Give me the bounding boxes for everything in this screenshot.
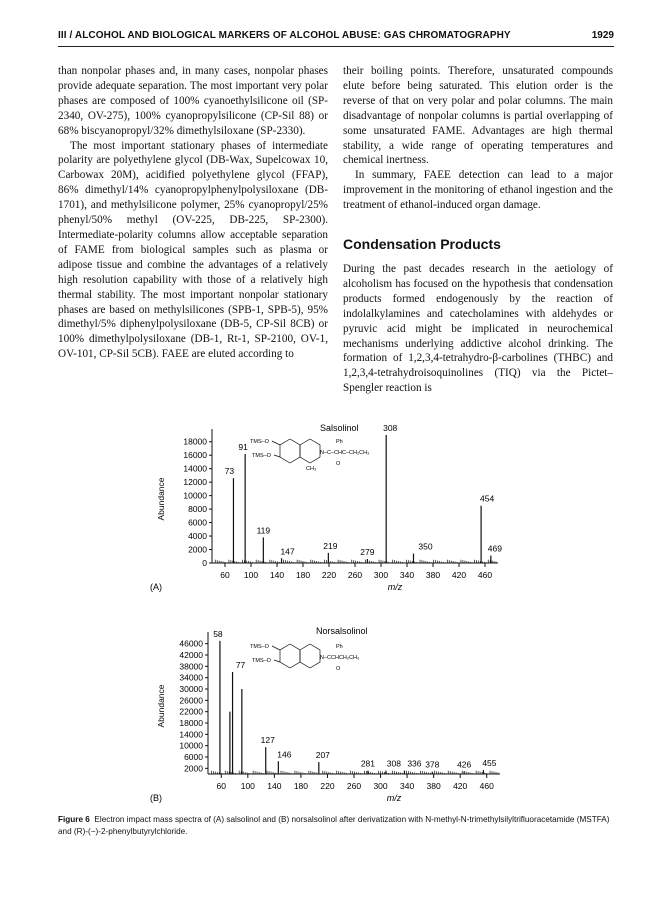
- spec-b-y-tick-label: 14000: [179, 729, 203, 740]
- left-column: [58, 64, 328, 362]
- spec-b-structure-bond: [274, 660, 280, 662]
- spec-a-title: Salsolinol: [320, 423, 359, 433]
- caption-label: Figure 6: [58, 815, 90, 824]
- spec-b-structure-tms-top: TMS–O: [250, 644, 269, 650]
- spec-a-structure-methyl: CH₃: [306, 466, 317, 472]
- spec-b-x-tick-label: 340: [399, 781, 415, 791]
- spec-b-peak-label: 207: [315, 750, 330, 761]
- spec-b-x-tick-label: 180: [293, 781, 309, 791]
- spec-a-y-tick-label: 8000: [188, 504, 207, 515]
- right-paragraph-1: their boiling points. Therefore, unsaturated compounds elute before being saturated. This elution order is the reverse of that on very polar and polar columns. The main disadvantage of nonpolar columns is partial overlapping of some unsaturated FAME. Advantages are high thermal stability, a wide range of operating temperatures and chemical inertness.: [343, 65, 613, 167]
- spec-a-x-tick-label: 60: [220, 570, 230, 580]
- spec-b-y-tick-label: 46000: [179, 638, 203, 649]
- spec-b-x-tick-label: 300: [373, 781, 388, 791]
- spec-a-x-tick-label: 380: [425, 570, 441, 580]
- spec-b-y-tick-label: 2000: [184, 763, 203, 774]
- spec-b-panel-label: (B): [150, 793, 162, 803]
- spec-a-x-tick-label: 140: [269, 570, 285, 580]
- spec-b-y-axis-label: Abundance: [156, 684, 166, 728]
- spec-b-x-tick-label: 220: [320, 781, 335, 791]
- spec-b-x-tick-label: 140: [267, 781, 282, 791]
- spec-a-structure-bond: [274, 455, 280, 457]
- spec-a-structure-ph: Ph: [336, 439, 343, 445]
- spec-a-y-tick-label: 14000: [183, 463, 207, 474]
- spec-b-peak-label: 455: [482, 758, 497, 769]
- spec-a-peak-label: 119: [256, 525, 271, 536]
- spec-a-y-tick-label: 2000: [188, 544, 207, 555]
- spec-a-structure-n-chain: N–C–CHC–CH₂CH₃: [320, 450, 370, 456]
- spec-a-y-tick-label: 12000: [183, 477, 207, 488]
- spec-b-x-axis-label: m/z: [386, 793, 402, 803]
- spec-b-peak-label: 146: [277, 749, 292, 760]
- spec-a-y-tick-label: 4000: [188, 531, 207, 542]
- spec-a-peak-label: 469: [487, 543, 502, 554]
- spec-b-structure-tms-bottom: TMS–O: [252, 658, 271, 664]
- left-paragraph-2: The most important stationary phases of intermediate polarity are polyethylene glycol (DB-Wax, Supelcowax 10, Carbowax 20M), acidified polyethylene glycol (FFAP), 86% dimethyl/14% cyanopropylphenylpolysiloxane (DB-1701), and methylsilicone polymer, 25% cyanopropyl/25% phenyl/50% methyl (OV-225, DB-225, SP-2300). Intermediate-polarity columns allow acceptable separation of FAME from biological samples such as plasma or adipose tissue and combine the advantages of a relatively high resolution capability with those of a relatively high thermal stability. The most important nonpolar stationary phases are based on methylsilicones (SPB-1, SPB-5), 95% dimethyl/5% diphenylpolysiloxane (DB-5, CP-Sil 8CB) or 100% dimethylpolysiloxane (DB-1, Rt-1, SP-2100, OV-1, OV-101, CP-Sil 5CB). FAEE are eluted according to: [58, 139, 328, 361]
- spec-a-structure-benzene-ring: [280, 439, 300, 463]
- spec-a-peak-label: 91: [238, 441, 248, 452]
- spec-a-peak-label: 73: [224, 466, 235, 477]
- spec-b-structure-n-chain: N–CCHCH₂CH₃: [320, 655, 360, 661]
- spec-a-peak-label: 279: [360, 546, 375, 557]
- spec-a-structure-bond: [272, 441, 280, 445]
- spec-a-x-tick-label: 260: [347, 570, 363, 580]
- spec-b-y-tick-label: 34000: [179, 672, 203, 683]
- spec-a-y-tick-label: 16000: [183, 450, 207, 461]
- spec-b-structure-bond: [272, 646, 280, 650]
- section-heading: Condensation Products: [343, 236, 501, 253]
- spec-b-y-tick-label: 30000: [179, 684, 203, 694]
- spec-a-x-tick-label: 300: [373, 570, 389, 580]
- spec-a-structure: [250, 439, 369, 472]
- figure-caption: [58, 814, 618, 838]
- caption-text: Electron impact mass spectra of (A) salsolinol and (B) norsalsolinol after derivatization with N-methyl-N-trimethylsilyltrifluoracetamide (MSTFA) and (R)-(−)-2-phenylbutyrylchloride.: [58, 815, 610, 836]
- spec-a-x-tick-label: 460: [477, 570, 493, 580]
- spec-a-peak-label: 350: [418, 541, 433, 552]
- spec-b-y-tick-label: 6000: [184, 752, 203, 762]
- spec-b-x-tick-label: 260: [346, 781, 362, 791]
- running-header: [58, 30, 614, 47]
- spec-b-y-tick-label: 42000: [179, 650, 203, 660]
- spec-a-peak-label: 308: [383, 423, 398, 433]
- spectrum-a: [150, 415, 530, 597]
- spec-b-x-tick-label: 60: [216, 781, 227, 791]
- spec-a-x-axis-label: m/z: [387, 582, 403, 592]
- spec-b-peak-label: 58: [213, 628, 223, 639]
- spec-a-y-axis-label: Abundance: [156, 477, 166, 521]
- spec-a-peak-label: 219: [323, 540, 338, 551]
- spec-b-peak-label: 77: [235, 660, 246, 670]
- right-column: [343, 64, 613, 396]
- page-number: 1929: [591, 30, 614, 41]
- right-paragraph-3: During the past decades research in the aetiology of alcoholism has focused on the hypothesis that condensation products formed endogenously by the reaction of indolalkylamines and catecholamines with aldehydes or pyruvic acid might be implicated in neurochemical mechanisms underlying addictive alcohol drinking. The formation of 1,2,3,4-tetrahydro-β-carbolines (THBC) and 1,2,3,4-tetrahydroisoquinolines (TIQ) via the Pictet–Spengler reaction is: [343, 262, 613, 395]
- spec-b-peak-label: 426: [457, 759, 472, 770]
- spec-a-x-tick-label: 100: [243, 570, 259, 580]
- spectrum-a-svg: [150, 415, 530, 597]
- spec-b-structure: [250, 644, 359, 672]
- spec-a-structure-tms-top: TMS–O: [250, 439, 269, 445]
- spectrum-b: [150, 622, 530, 808]
- spec-a-y-tick-label: 6000: [188, 517, 207, 528]
- spec-b-y-tick-label: 22000: [179, 706, 203, 717]
- spec-a-peak-label: 147: [280, 546, 295, 557]
- spec-b-structure-carbonyl-o: O: [336, 666, 341, 672]
- spec-b-y-tick-label: 26000: [179, 695, 203, 706]
- header-title: III / ALCOHOL AND BIOLOGICAL MARKERS OF ALCOHOL ABUSE: GAS CHROMATOGRAPHY: [58, 30, 511, 41]
- spec-b-structure-piperidine-ring: [300, 644, 320, 668]
- spec-b-peak-label: 308: [386, 758, 401, 769]
- spec-a-y-tick-label: 18000: [183, 436, 207, 447]
- spec-b-peak-label: 378: [425, 759, 440, 770]
- spec-b-peak-label: 127: [260, 735, 275, 746]
- spec-b-x-tick-label: 100: [240, 781, 255, 791]
- spec-b-peak-label: 336: [407, 758, 422, 769]
- spec-b-peak-label: 281: [360, 758, 376, 769]
- spec-b-structure-ph: Ph: [336, 644, 343, 650]
- spec-a-y-tick-label: 0: [202, 558, 207, 568]
- spec-a-structure-piperidine-ring: [300, 439, 320, 463]
- spec-a-peak-label: 454: [480, 493, 495, 504]
- spec-a-x-tick-label: 180: [295, 570, 311, 580]
- spec-a-x-tick-label: 420: [451, 570, 467, 580]
- left-paragraph-1: than nonpolar phases and, in many cases, nonpolar phases provide adequate separation. The most important very polar phases are composed of 100% cyanoethylsilicone oil (SP-2340, OV-275), 100% cyanopropylsilicone (CP-Sil 88) or 68% biscyanopropyl/32% dimethylsiloxane (SP-2330).: [58, 65, 328, 137]
- spec-b-y-tick-label: 38000: [179, 661, 203, 672]
- spec-b-y-tick-label: 10000: [179, 740, 203, 751]
- spec-a-y-tick-label: 10000: [183, 490, 207, 501]
- spec-b-x-tick-label: 460: [479, 781, 494, 791]
- spectrum-b-svg: [150, 622, 530, 808]
- spec-b-title: Norsalsolinol: [316, 626, 368, 636]
- spec-a-structure-tms-bottom: TMS–O: [252, 453, 271, 459]
- spec-a-panel-label: (A): [150, 582, 162, 592]
- spec-a-x-tick-label: 220: [321, 570, 337, 580]
- spec-b-x-tick-label: 420: [453, 781, 468, 791]
- spec-b-structure-benzene-ring: [280, 644, 300, 668]
- spec-a-x-tick-label: 340: [399, 570, 415, 580]
- spec-b-x-tick-label: 380: [426, 781, 441, 791]
- spec-a-structure-carbonyl-o: O: [336, 461, 341, 467]
- right-paragraph-2: In summary, FAEE detection can lead to a major improvement in the monitoring of ethanol ingestion and the treatment of ethanol-induced organ damage.: [343, 169, 613, 212]
- spec-b-y-tick-label: 18000: [179, 718, 203, 728]
